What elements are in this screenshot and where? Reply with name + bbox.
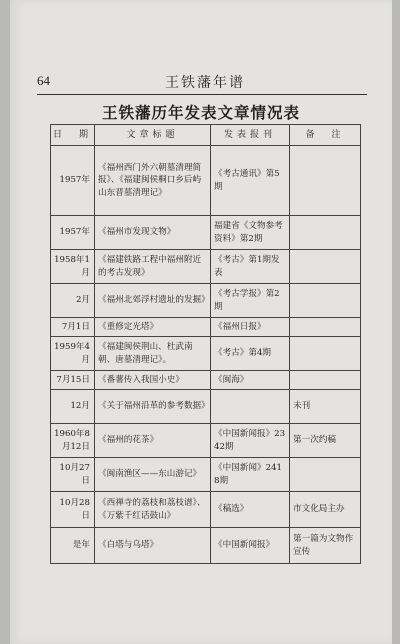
column-header-article-title: 文章标题: [95, 125, 211, 146]
page-number: 64: [37, 73, 50, 88]
cell-article-title: 《福州的花茶》: [95, 424, 211, 458]
cell-note: [290, 458, 361, 492]
cell-article-title: 《西禅寺的荔枝和荔枝谱》、《万紫千红话鼓山》: [95, 492, 211, 528]
cell-article-title: 《关于福州沿革的参考数据》: [95, 390, 211, 424]
cell-date: 1957年: [51, 216, 95, 250]
running-head: 王铁藩年谱: [165, 75, 245, 91]
table-title: 王铁藩历年发表文章情况表: [101, 104, 300, 122]
cell-note: [290, 146, 361, 216]
cell-date: 10月27日: [51, 458, 95, 492]
table-row: [51, 424, 361, 458]
cell-article-title: 《福州北郊浮村遗址的发掘》: [95, 284, 211, 318]
table-row: [51, 284, 361, 318]
cell-date: 1959年4月: [51, 337, 95, 371]
column-header-note: 备 注: [290, 125, 361, 146]
cell-note: 第一次约稿: [290, 424, 361, 458]
cell-publication: 《闽海》: [211, 371, 290, 390]
column-header-publication: 发表报刊: [211, 125, 290, 146]
cell-note: 第一篇为文物作宣传: [290, 528, 361, 564]
column-header-date: 日 期: [51, 125, 95, 146]
cell-publication: 《中国新闻报》2342期: [211, 424, 290, 458]
table-row: [51, 250, 361, 284]
page-header: [37, 70, 367, 95]
cell-date: 1958年1月: [51, 250, 95, 284]
table-row: [51, 390, 361, 424]
cell-article-title: 《福州市发现文物》: [95, 216, 211, 250]
table-row: [51, 371, 361, 390]
table-row: [51, 318, 361, 337]
cell-publication: 《考古学报》第2期: [211, 284, 290, 318]
cell-date: 1960年8月12日: [51, 424, 95, 458]
cell-date: 7月15日: [51, 371, 95, 390]
cell-note: [290, 216, 361, 250]
cell-date: 10月28日: [51, 492, 95, 528]
cell-publication: 《考古通讯》第5期: [211, 146, 290, 216]
cell-publication: 《考古》第1期发表: [211, 250, 290, 284]
cell-publication: 福建省《文物参考资料》第2期: [211, 216, 290, 250]
table-row: [51, 492, 361, 528]
cell-publication: 《稿选》: [211, 492, 290, 528]
cell-note: [290, 250, 361, 284]
cell-date: 12月: [51, 390, 95, 424]
cell-article-title: 《番薯传入我国小史》: [95, 371, 211, 390]
table-row: [51, 337, 361, 371]
cell-article-title: 《福州西门外六朝墓清理简报》、《福建闽侯桐口乡后屿山东晋墓清理记》: [95, 146, 211, 216]
cell-article-title: 《重修定光塔》: [95, 318, 211, 337]
cell-article-title: 《福建铁路工程中福州附近的考古发现》: [95, 250, 211, 284]
cell-note: [290, 284, 361, 318]
table-row: [51, 216, 361, 250]
cell-publication: [211, 390, 290, 424]
cell-publication: 《中国新闻》2418期: [211, 458, 290, 492]
cell-publication: 《考古》第4期: [211, 337, 290, 371]
cell-publication: 《福州日报》: [211, 318, 290, 337]
cell-note: [290, 337, 361, 371]
table-row: [51, 528, 361, 564]
cell-note: 未刊: [290, 390, 361, 424]
cell-article-title: 《闽南渔区——东山游记》: [95, 458, 211, 492]
table-row: [51, 458, 361, 492]
table-row: [51, 146, 361, 216]
cell-date: 1957年: [51, 146, 95, 216]
cell-note: 市文化局主办: [290, 492, 361, 528]
cell-article-title: 《白塔与乌塔》: [95, 528, 211, 564]
cell-date: 2月: [51, 284, 95, 318]
book-page: [10, 0, 392, 644]
cell-note: [290, 318, 361, 337]
cell-article-title: 《福建闽侯荆山、杜武南朝、唐墓清理记》。: [95, 337, 211, 371]
publications-table: [50, 124, 361, 564]
cell-date: 是年: [51, 528, 95, 564]
cell-date: 7月1日: [51, 318, 95, 337]
cell-publication: 《中国新闻报》: [211, 528, 290, 564]
cell-note: [290, 371, 361, 390]
table-header-row: [51, 125, 361, 146]
